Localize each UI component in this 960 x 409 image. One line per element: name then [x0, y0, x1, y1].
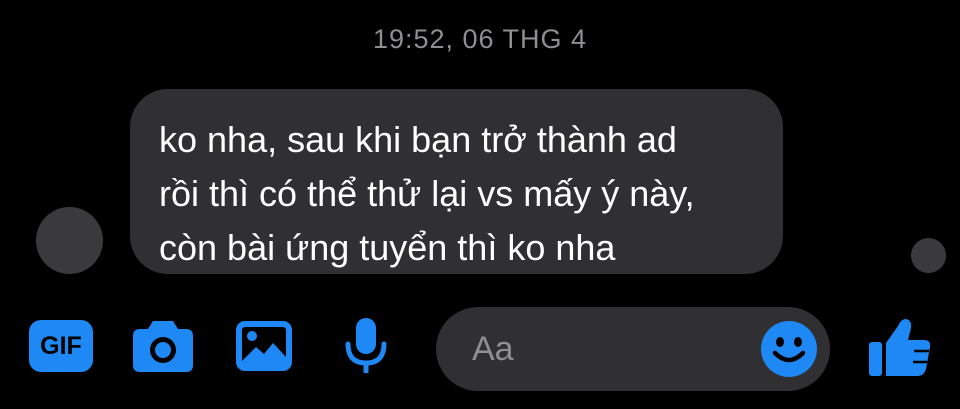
microphone-icon — [345, 318, 387, 376]
emoji-button[interactable] — [760, 320, 818, 378]
message-text-line: ko nha, sau khi bạn trở thành ad — [159, 119, 677, 160]
gallery-button[interactable] — [236, 321, 292, 371]
message-text-line: còn bài ứng tuyển thì ko nha — [159, 227, 616, 268]
message-bubble[interactable] — [130, 89, 783, 274]
voice-message-button[interactable] — [345, 318, 387, 376]
emoji-icon — [760, 320, 818, 378]
message-text-line: rồi thì có thể thử lại vs mấy ý này, — [159, 173, 695, 214]
image-icon — [236, 321, 292, 371]
seen-indicator-avatar — [911, 238, 946, 273]
gif-icon: GIF — [40, 331, 82, 360]
message-timestamp: 19:52, 06 THG 4 — [372, 24, 588, 54]
contact-avatar[interactable] — [36, 207, 103, 274]
camera-icon — [131, 318, 195, 374]
gif-button[interactable] — [29, 320, 93, 372]
message-input[interactable] — [472, 307, 752, 391]
thumbs-up-icon — [869, 316, 931, 378]
like-button[interactable] — [869, 316, 931, 378]
message-composer — [436, 307, 830, 391]
camera-button[interactable] — [131, 318, 195, 374]
